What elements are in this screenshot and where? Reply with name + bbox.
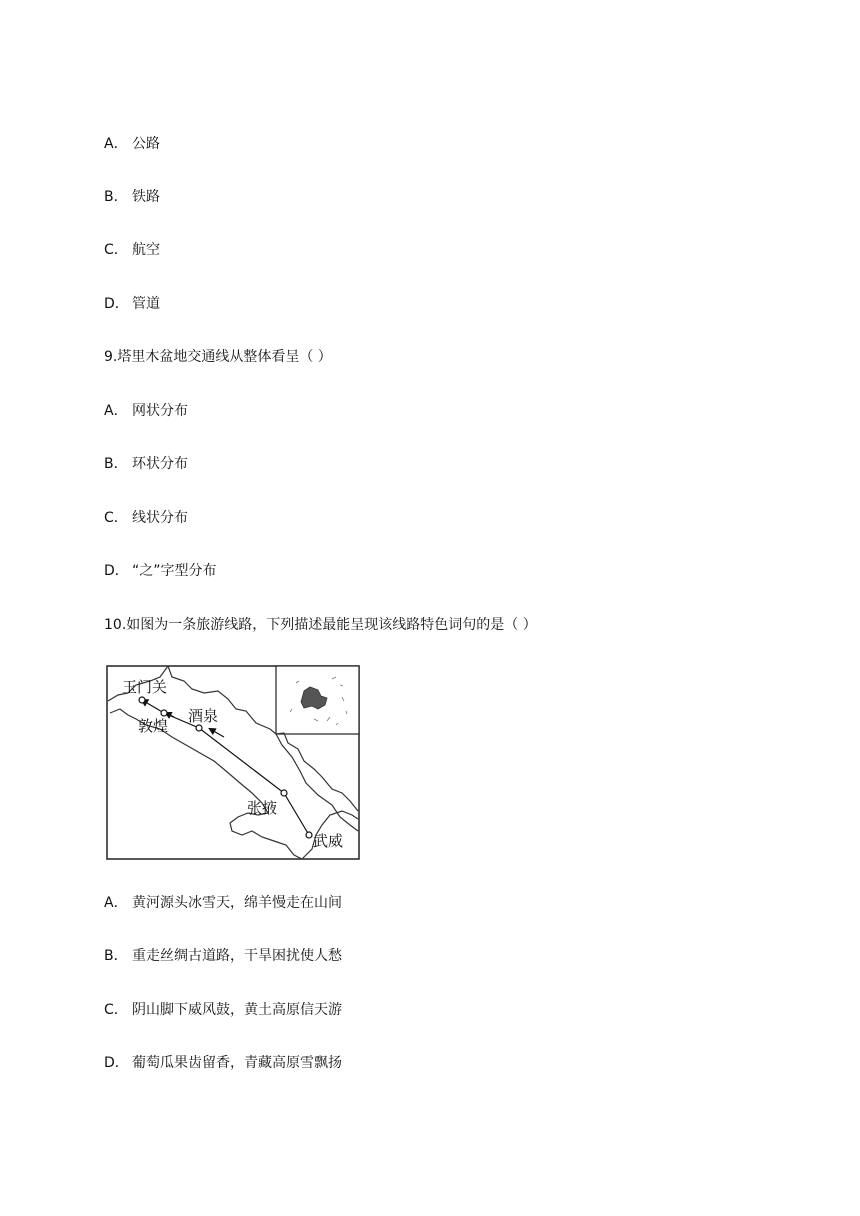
option-letter: C． (104, 510, 128, 526)
q9-option-c[interactable] (104, 509, 188, 527)
map-label-yumenguan: 玉门关 (122, 678, 168, 696)
option-letter: B． (104, 456, 128, 472)
city-point-dunhuang (161, 710, 167, 716)
option-letter: A． (104, 895, 128, 911)
city-point-yumenguan (139, 697, 145, 703)
option-letter: C． (104, 242, 128, 258)
map-label-jiuquan: 酒泉 (188, 707, 219, 725)
q8-option-d[interactable] (104, 295, 160, 313)
option-text: 公路 (132, 136, 160, 152)
route-map-svg (106, 665, 360, 860)
q8-option-b[interactable] (104, 188, 160, 206)
option-text: 网状分布 (132, 403, 188, 419)
option-letter: A． (104, 136, 128, 152)
q10-option-d[interactable] (104, 1054, 342, 1072)
q10-option-b[interactable] (104, 947, 342, 965)
option-text: 铁路 (132, 189, 160, 205)
q8-option-a[interactable] (104, 135, 160, 153)
city-point-wuwei (306, 832, 312, 838)
option-text: 葡萄瓜果齿留香，青藏高原雪飘扬 (132, 1055, 342, 1071)
option-text: 黄河源头冰雪天，绵羊慢走在山间 (132, 895, 342, 911)
option-letter: D． (104, 1055, 129, 1071)
q9-option-a[interactable] (104, 402, 188, 420)
q9-option-b[interactable] (104, 455, 188, 473)
map-label-zhangye: 张掖 (247, 799, 278, 817)
city-point-zhangye (281, 790, 287, 796)
map-label-wuwei: 武威 (313, 832, 344, 850)
q8-option-c[interactable] (104, 241, 160, 259)
route-map (106, 665, 360, 860)
option-text: 重走丝绸古道路，干旱困扰使人愁 (132, 948, 342, 964)
option-letter: B． (104, 948, 128, 964)
q10-option-a[interactable] (104, 894, 342, 912)
option-text: 管道 (132, 296, 160, 312)
option-letter: D． (104, 296, 129, 312)
option-text: 线状分布 (132, 510, 188, 526)
q9-option-d[interactable] (104, 562, 217, 580)
option-letter: A． (104, 403, 128, 419)
option-text: 环状分布 (132, 456, 188, 472)
option-letter: C． (104, 1002, 128, 1018)
map-label-dunhuang: 敦煌 (138, 717, 169, 735)
option-text: 阴山脚下威风鼓，黄土高原信天游 (132, 1002, 342, 1018)
q10-option-c[interactable] (104, 1001, 342, 1019)
option-text: 航空 (132, 242, 160, 258)
city-point-jiuquan (196, 725, 202, 731)
option-letter: B． (104, 189, 128, 205)
option-letter: D． (104, 563, 129, 579)
option-text: “之”字型分布 (132, 563, 217, 579)
q10-stem: 10.如图为一条旅游线路，下列描述最能呈现该线路特色词句的是（ ） (104, 617, 537, 633)
q9-stem: 9.塔里木盆地交通线从整体看呈（ ） (104, 349, 332, 365)
